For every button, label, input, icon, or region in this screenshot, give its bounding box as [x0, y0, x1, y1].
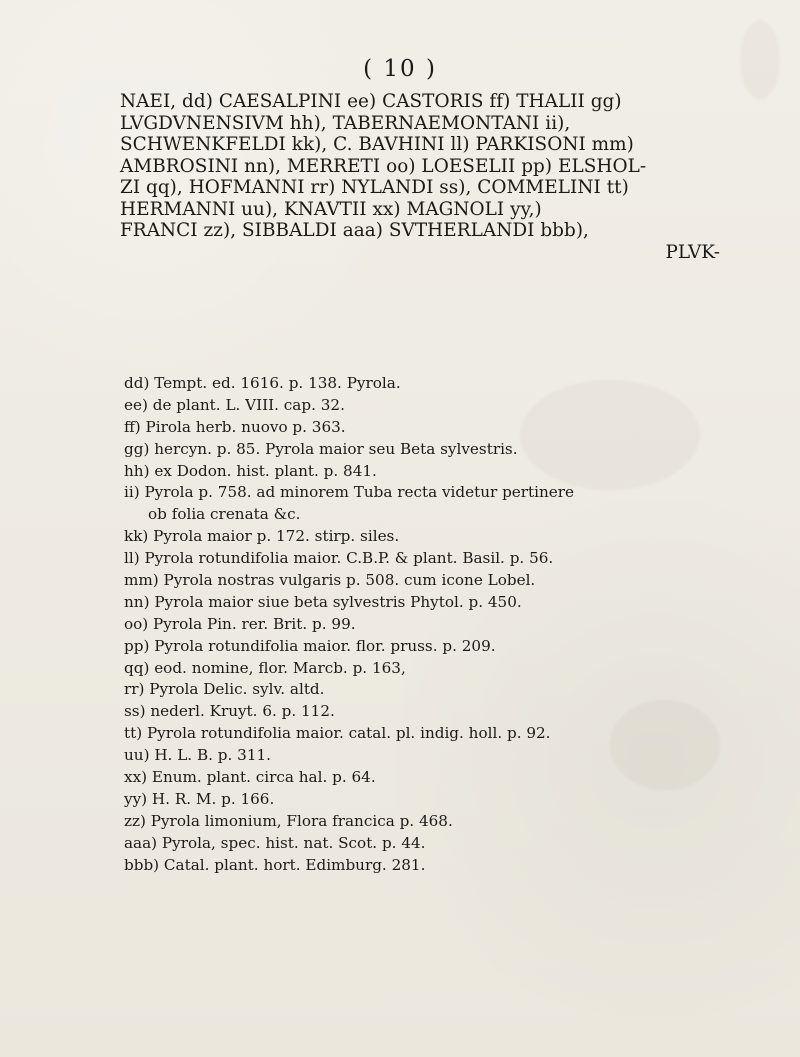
footnote-line: dd) Tempt. ed. 1616. p. 138. Pyrola.	[124, 374, 401, 392]
main-text-line: HERMANNI uu), KNAVTII xx) MAGNOLI yy,)	[120, 198, 542, 220]
main-text-line: SCHWENKFELDI kk), C. BAVHINI ll) PARKISONI mm)	[120, 134, 634, 155]
main-text-line: AMBROSINI nn), MERRETI oo) LOESELII pp) ELSHOL-	[120, 155, 647, 177]
page-number: ( 10 )	[363, 56, 437, 82]
footnote-line: rr) Pyrola Delic. sylv. altd.	[124, 680, 325, 699]
footnote-line: ii) Pyrola p. 758. ad minorem Tuba recta videtur pertinere	[124, 483, 575, 502]
footnote-line: gg) hercyn. p. 85. Pyrola maior seu Beta sylvestris.	[124, 439, 518, 458]
footnote-line: ff) Pirola herb. nuovo p. 363.	[124, 417, 346, 436]
footnote-line: zz) Pyrola limonium, Flora francica p. 468.	[124, 811, 453, 830]
footnote-line: bbb) Catal. plant. hort. Edimburg. 281.	[124, 855, 426, 874]
main-text-line: ZI qq), HOFMANNI rr) NYLANDI ss), COMMELINI tt)	[120, 177, 629, 198]
footnote-line: ee) de plant. L. VIII. cap. 32.	[124, 395, 345, 414]
main-text-line: FRANCI zz), SIBBALDI aaa) SVTHERLANDI bbb),	[120, 220, 589, 241]
footnote-line: aaa) Pyrola, spec. hist. nat. Scot. p. 44.	[124, 833, 426, 852]
catchword: PLVK-	[665, 241, 720, 263]
footnote-line: uu) H. L. B. p. 311.	[124, 746, 271, 765]
footnote-line: nn) Pyrola maior siue beta sylvestris Phytol. p. 450.	[124, 592, 522, 611]
footnote-line: hh) ex Dodon. hist. plant. p. 841.	[124, 461, 377, 480]
footnote-line: ss) nederl. Kruyt. 6. p. 112.	[124, 702, 335, 721]
footnotes-block	[124, 373, 734, 876]
footnote-line: qq) eod. nomine, flor. Marcb. p. 163,	[124, 658, 406, 677]
footnote-line: oo) Pyrola Pin. rer. Brit. p. 99.	[124, 614, 356, 633]
main-text-line: LVGDVNENSIVM hh), TABERNAEMONTANI ii),	[120, 112, 571, 134]
footnote-line: ob folia crenata &c.	[148, 505, 301, 524]
footnote-line: tt) Pyrola rotundifolia maior. catal. pl. indig. holl. p. 92.	[124, 724, 551, 743]
footnote-line: yy) H. R. M. p. 166.	[124, 789, 275, 808]
main-text-block	[120, 92, 730, 264]
footnote-line: ll) Pyrola rotundifolia maior. C.B.P. & plant. Basil. p. 56.	[124, 549, 554, 568]
footnote-line: pp) Pyrola rotundifolia maior. flor. pruss. p. 209.	[124, 636, 496, 655]
main-text-line: NAEI, dd) CAESALPINI ee) CASTORIS ff) THALII gg)	[120, 91, 622, 112]
footnote-line: xx) Enum. plant. circa hal. p. 64.	[124, 768, 376, 787]
footnote-line: kk) Pyrola maior p. 172. stirp. siles.	[124, 527, 400, 546]
footnote-line: mm) Pyrola nostras vulgaris p. 508. cum icone Lobel.	[124, 571, 536, 590]
